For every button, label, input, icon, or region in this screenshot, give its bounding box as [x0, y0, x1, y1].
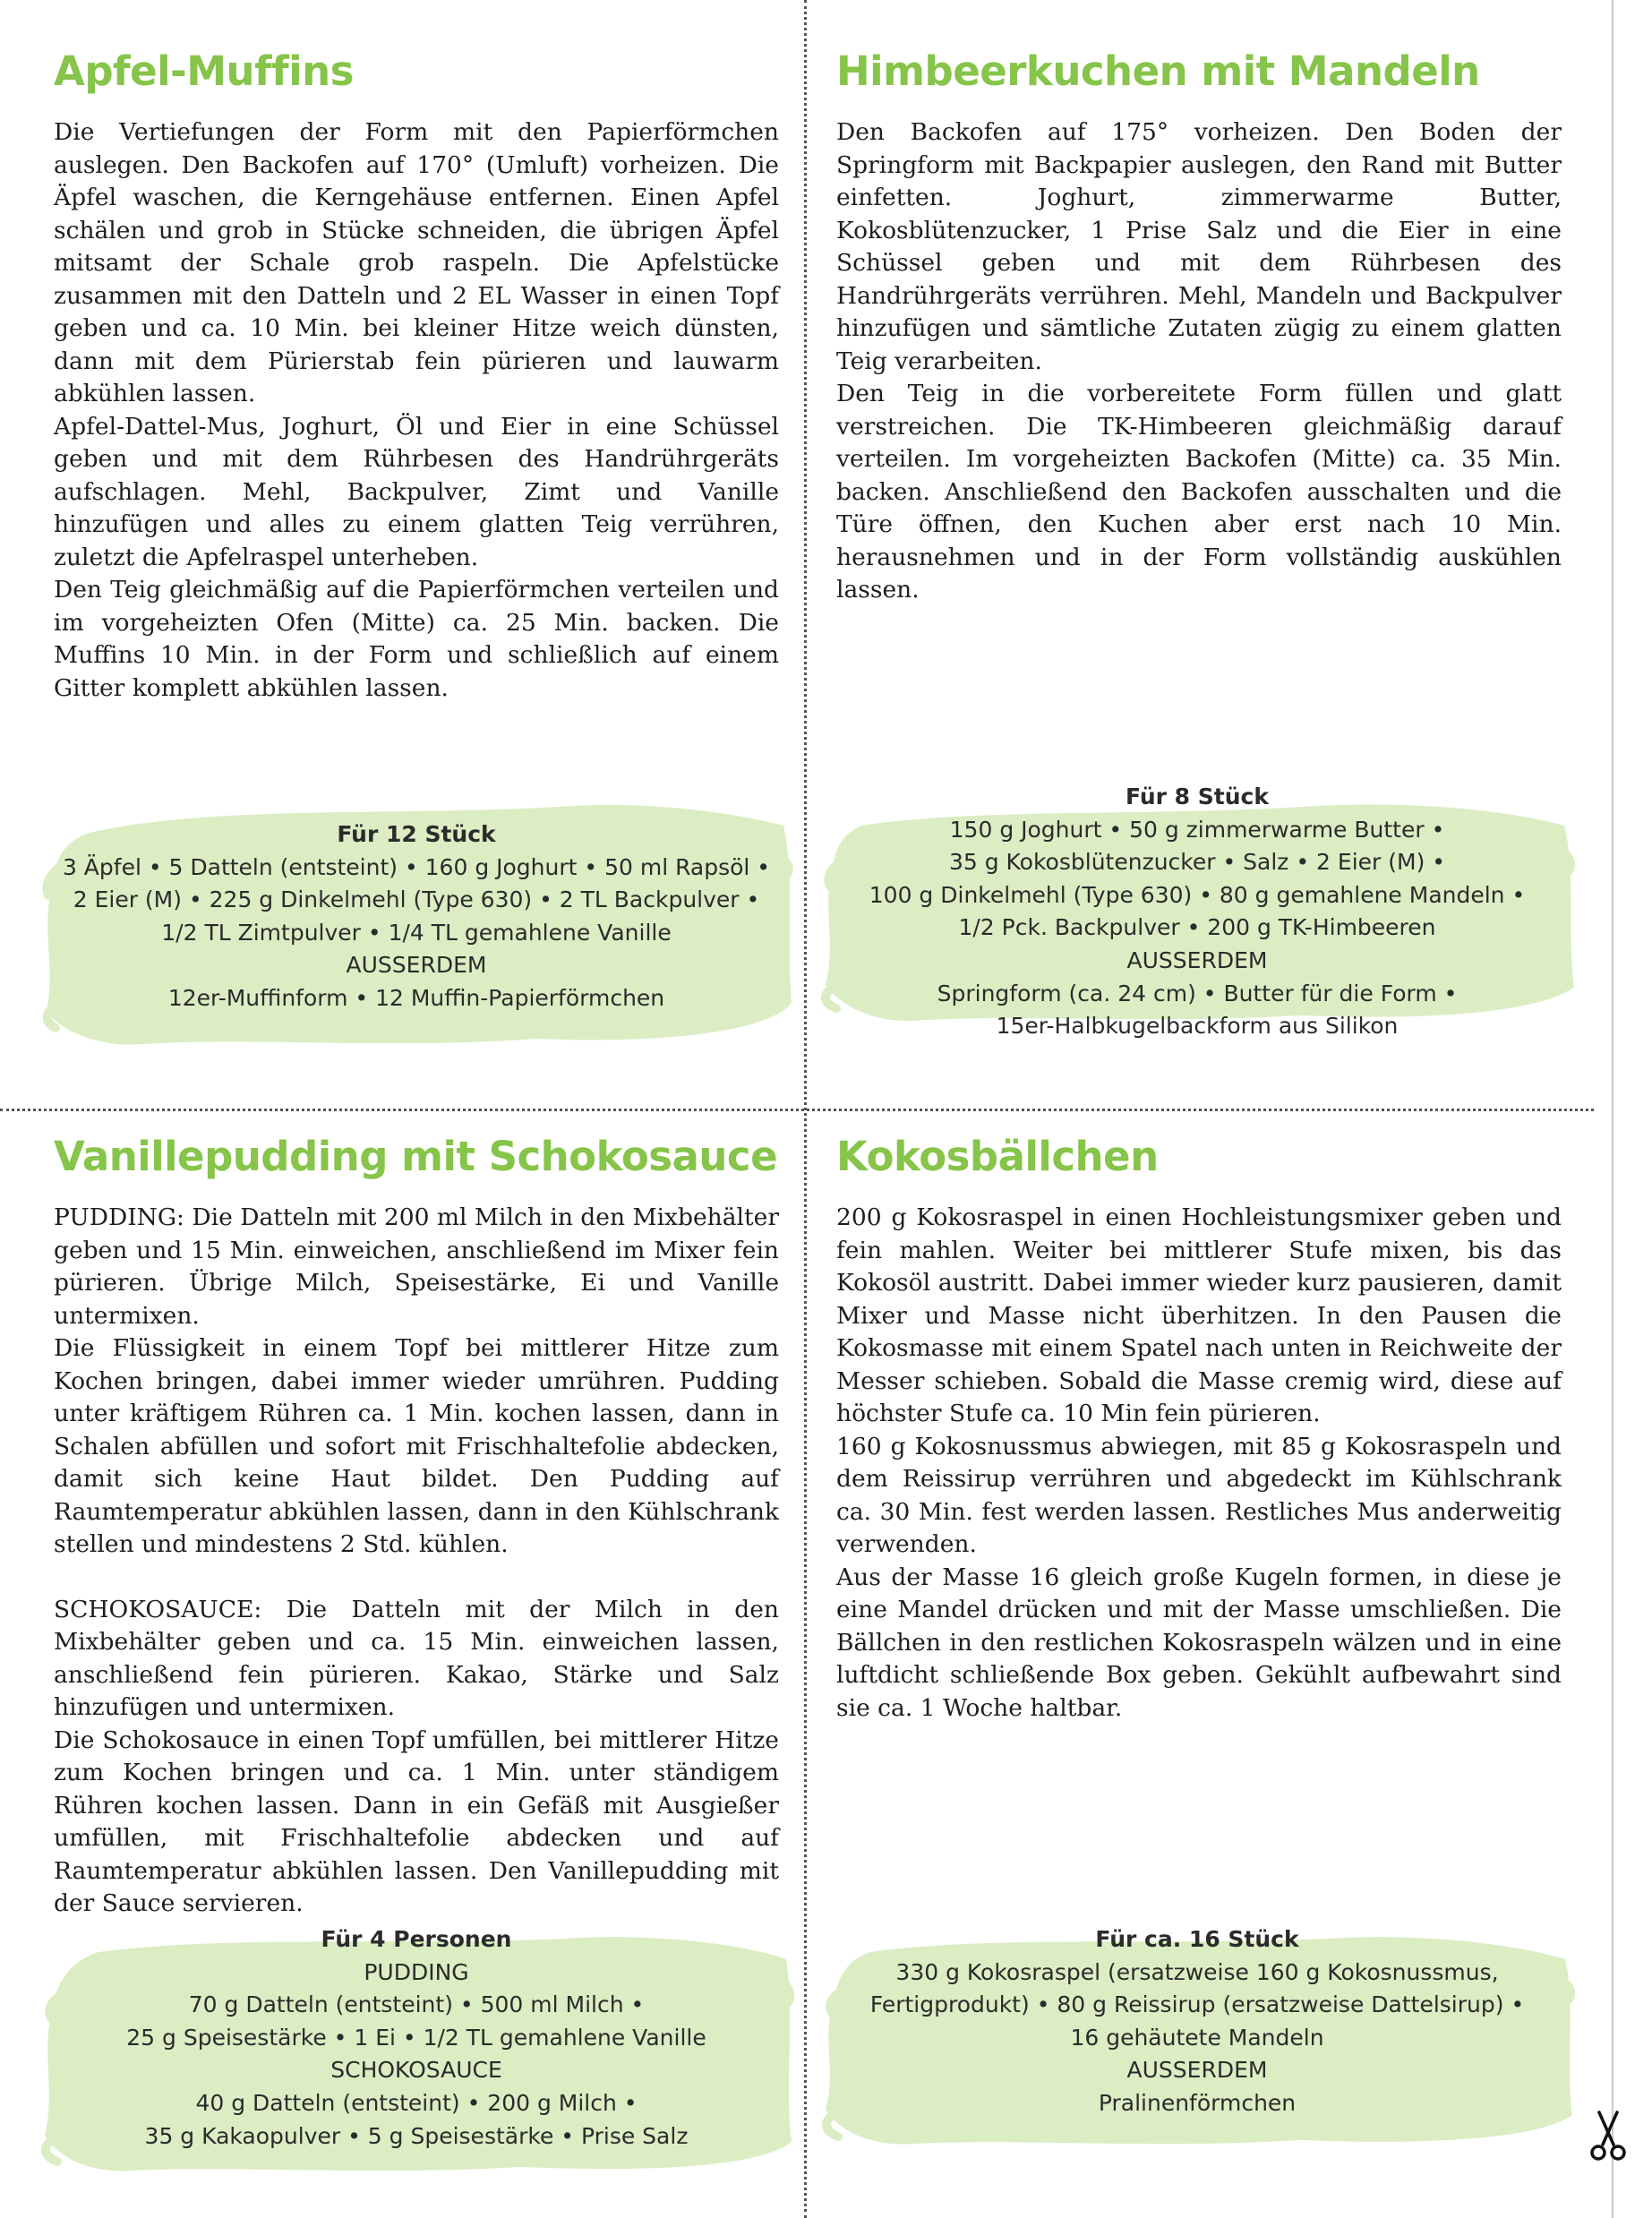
ingredients-box-vanillepudding [36, 1907, 797, 2176]
recipe-title: Himbeerkuchen mit Mandeln [836, 47, 1480, 95]
servings-heading: Für ca. 16 Stück [1095, 1926, 1299, 1952]
ingredients-box-himbeerkuchen [817, 763, 1578, 1040]
ingredient-line: 12er-Muffinform • 12 Muffin-Papierförmchen [167, 984, 665, 1011]
ingredients-list [36, 1923, 797, 2153]
ingredient-line: 1/2 Pck. Backpulver • 200 g TK-Himbeeren [958, 914, 1436, 941]
ingredient-line: SCHOKOSAUCE [330, 2057, 502, 2084]
ingredient-line: 35 g Kokosblütenzucker • Salz • 2 Eier (M) • [948, 849, 1446, 876]
ingredient-line: 16 gehäutete Mandeln [1070, 2024, 1324, 2051]
ingredients-box-kokosbaellchen [817, 1907, 1578, 2149]
ingredient-line: Pralinenförmchen [1098, 2089, 1297, 2116]
page-edge [1612, 0, 1613, 2218]
recipe-title: Apfel-Muffins [54, 47, 354, 95]
recipe-paragraph: Aus der Masse 16 gleich große Kugeln formen, in diese je eine Mandel drücken und mit der Masse umschließen. Die Bällchen in den restlichen Kokosraspeln wälzen und in eine luftdicht schließende Box geben. Gekühlt aufbewahrt sind sie ca. 1 Woche haltbar. [836, 1563, 1562, 1722]
ingredients-list [817, 1923, 1578, 2120]
recipe-paragraph: Die Flüssigkeit in einem Topf bei mittlerer Hitze zum Kochen bringen, dabei immer wieder umrühren. Pudding unter kräftigem Rühren ca. 1 Min. kochen lassen, dann in Schalen abfüllen und sofort mit Frischhaltefolie abdecken, damit sich keine Haut bildet. Den Pudding auf Raumtemperatur abkühlen lassen, dann in den Kühlschrank stellen und mindestens 2 Std. kühlen. [54, 1334, 779, 1558]
servings-heading: Für 8 Stück [1126, 784, 1269, 809]
recipe-paragraph: Den Teig in die vorbereitete Form füllen und glatt verstreichen. Die TK-Himbeeren gleichmäßig darauf verteilen. Im vorgeheizten Backofen (Mitte) ca. 35 Min. backen. Anschließend den Backofen ausschalten und die Türe öffnen, den Kuchen aber erst nach 10 Min. herausnehmen und in der Form vollständig auskühlen lassen. [836, 380, 1562, 604]
recipe-card-vanillepudding [54, 1130, 779, 1921]
ingredient-line: 2 Eier (M) • 225 g Dinkelmehl (Type 630) • 2 TL Backpulver • [73, 886, 760, 913]
ingredients-box-apfel-muffins [36, 797, 797, 1057]
ingredient-line: 35 g Kakaopulver • 5 g Speisestärke • Prise Salz [144, 2122, 689, 2149]
recipe-paragraph: PUDDING: Die Datteln mit 200 ml Milch in den Mixbehälter geben und 15 Min. einweichen, anschließend im Mixer fein pürieren. Übrige Milch, Speisestärke, Ei und Vanille untermixen. [54, 1203, 779, 1330]
recipe-paragraph: Den Teig gleichmäßig auf die Papierförmchen verteilen und im vorgeheizten Ofen (Mitte) ca. 25 Min. backen. Die Muffins 10 Min. in der Form und schließlich auf einem Gitter komplett abkühlen lassen. [54, 576, 779, 702]
ingredients-list [817, 781, 1578, 1043]
recipe-title: Vanillepudding mit Schokosauce [54, 1133, 778, 1180]
ingredient-line: PUDDING [364, 1958, 469, 1985]
ingredient-line: Springform (ca. 24 cm) • Butter für die Form • [937, 980, 1458, 1006]
ingredient-line: 1/2 TL Zimtpulver • 1/4 TL gemahlene Vanille [161, 919, 672, 946]
ingredient-line: Fertigprodukt) • 80 g Reissirup (ersatzweise Dattelsirup) • [869, 1991, 1525, 2018]
recipe-paragraph: 200 g Kokosraspel in einen Hochleistungsmixer geben und fein mahlen. Weiter bei mittlerer Stufe mixen, bis das Kokosöl austritt. Dabei immer wieder kurz pausieren, damit Mixer und Masse nicht überhitzen. In den Pausen die Kokosmasse mit einem Spatel nach unten in Reichweite der Messer schieben. Sobald die Masse cremig wird, diese auf höchster Stufe ca. 10 Min fein pürieren. [836, 1203, 1562, 1427]
ingredient-line: AUSSERDEM [346, 952, 487, 979]
recipe-paragraph: SCHOKOSAUCE: Die Datteln mit der Milch in den Mixbehälter geben und ca. 15 Min. einweichen lassen, anschließend fein pürieren. Kakao, Stärke und Salz hinzufügen und untermixen. [54, 1595, 779, 1721]
recipe-paragraph: Apfel-Dattel-Mus, Joghurt, Öl und Eier in eine Schüssel geben und mit dem Rührbesen des Handrührgeräts aufschlagen. Mehl, Backpulver, Zimt und Vanille hinzufügen und alles zu einem glatten Teig verrühren, zuletzt die Apfelraspel unterheben. [54, 412, 779, 571]
ingredient-line: 3 Äpfel • 5 Datteln (entsteint) • 160 g Joghurt • 50 ml Rapsöl • [62, 853, 771, 880]
recipe-card-kokosbaellchen [836, 1130, 1562, 1725]
ingredient-line: AUSSERDEM [1126, 2057, 1268, 2084]
recipe-paragraph: Die Schokosauce in einen Topf umfüllen, bei mittlerer Hitze zum Kochen bringen und ca. 1 Min. unter ständigem Rühren kochen lassen. Dann in ein Gefäß mit Ausgießer umfüllen, mit Frischhaltefolie abdecken und auf Raumtemperatur abkühlen lassen. Den Vanillepudding mit der Sauce servieren. [54, 1726, 779, 1917]
recipe-paragraph: Die Vertiefungen der Form mit den Papierförmchen auslegen. Den Backofen auf 170° (Umluft) vorheizen. Die Äpfel waschen, die Kerngehäuse entfernen. Einen Apfel schälen und grob in Stücke schneiden, die übrigen Äpfel mitsamt der Schale grob raspeln. Die Apfelstücke zusammen mit den Datteln und 2 EL Wasser in einen Topf geben und ca. 10 Min. bei kleiner Hitze weich dünsten, dann mit dem Pürierstab fein pürieren und lauwarm abkühlen lassen. [54, 118, 779, 407]
ingredients-list [36, 818, 797, 1015]
recipe-card-apfel-muffins [54, 45, 779, 705]
ingredient-line: 330 g Kokosraspel (ersatzweise 160 g Kokosnussmus, [895, 1958, 1499, 1985]
recipe-paragraph: Den Backofen auf 175° vorheizen. Den Boden der Springform mit Backpapier auslegen, den Rand mit Butter einfetten. Joghurt, zimmerwarme Butter, Kokosblütenzucker, 1 Prise Salz und die Eier in eine Schüssel geben und mit dem Rührbesen des Handrührgeräts verrühren. Mehl, Mandeln und Backpulver hinzufügen und sämtliche Zutaten zügig zu einem glatten Teig verarbeiten. [836, 118, 1562, 375]
ingredient-line: AUSSERDEM [1126, 946, 1268, 973]
recipe-card-himbeerkuchen [836, 45, 1562, 607]
ingredient-line: 40 g Datteln (entsteint) • 200 g Milch • [195, 2089, 638, 2116]
ingredient-line: 150 g Joghurt • 50 g zimmerwarme Butter • [949, 816, 1445, 843]
ingredient-line: 100 g Dinkelmehl (Type 630) • 80 g gemahlene Mandeln • [869, 881, 1526, 908]
servings-heading: Für 4 Personen [321, 1926, 512, 1952]
ingredient-line: 25 g Speisestärke • 1 Ei • 1/2 TL gemahlene Vanille [126, 2024, 706, 2051]
ingredient-line: 15er-Halbkugelbackform aus Silikon [996, 1013, 1399, 1040]
servings-heading: Für 12 Stück [337, 821, 496, 847]
scissors-icon [1587, 2109, 1630, 2162]
horizontal-cut-line [0, 1109, 1594, 1111]
paragraph-gap [54, 1562, 779, 1594]
recipe-paragraph: 160 g Kokosnussmus abwiegen, mit 85 g Kokosraspeln und dem Reissirup verrühren und abgedeckt im Kühlschrank ca. 30 Min. fest werden lassen. Restliches Mus anderweitig verwenden. [836, 1432, 1562, 1558]
recipe-title: Kokosbällchen [836, 1133, 1159, 1180]
ingredient-line: 70 g Datteln (entsteint) • 500 ml Milch • [188, 1991, 645, 2018]
